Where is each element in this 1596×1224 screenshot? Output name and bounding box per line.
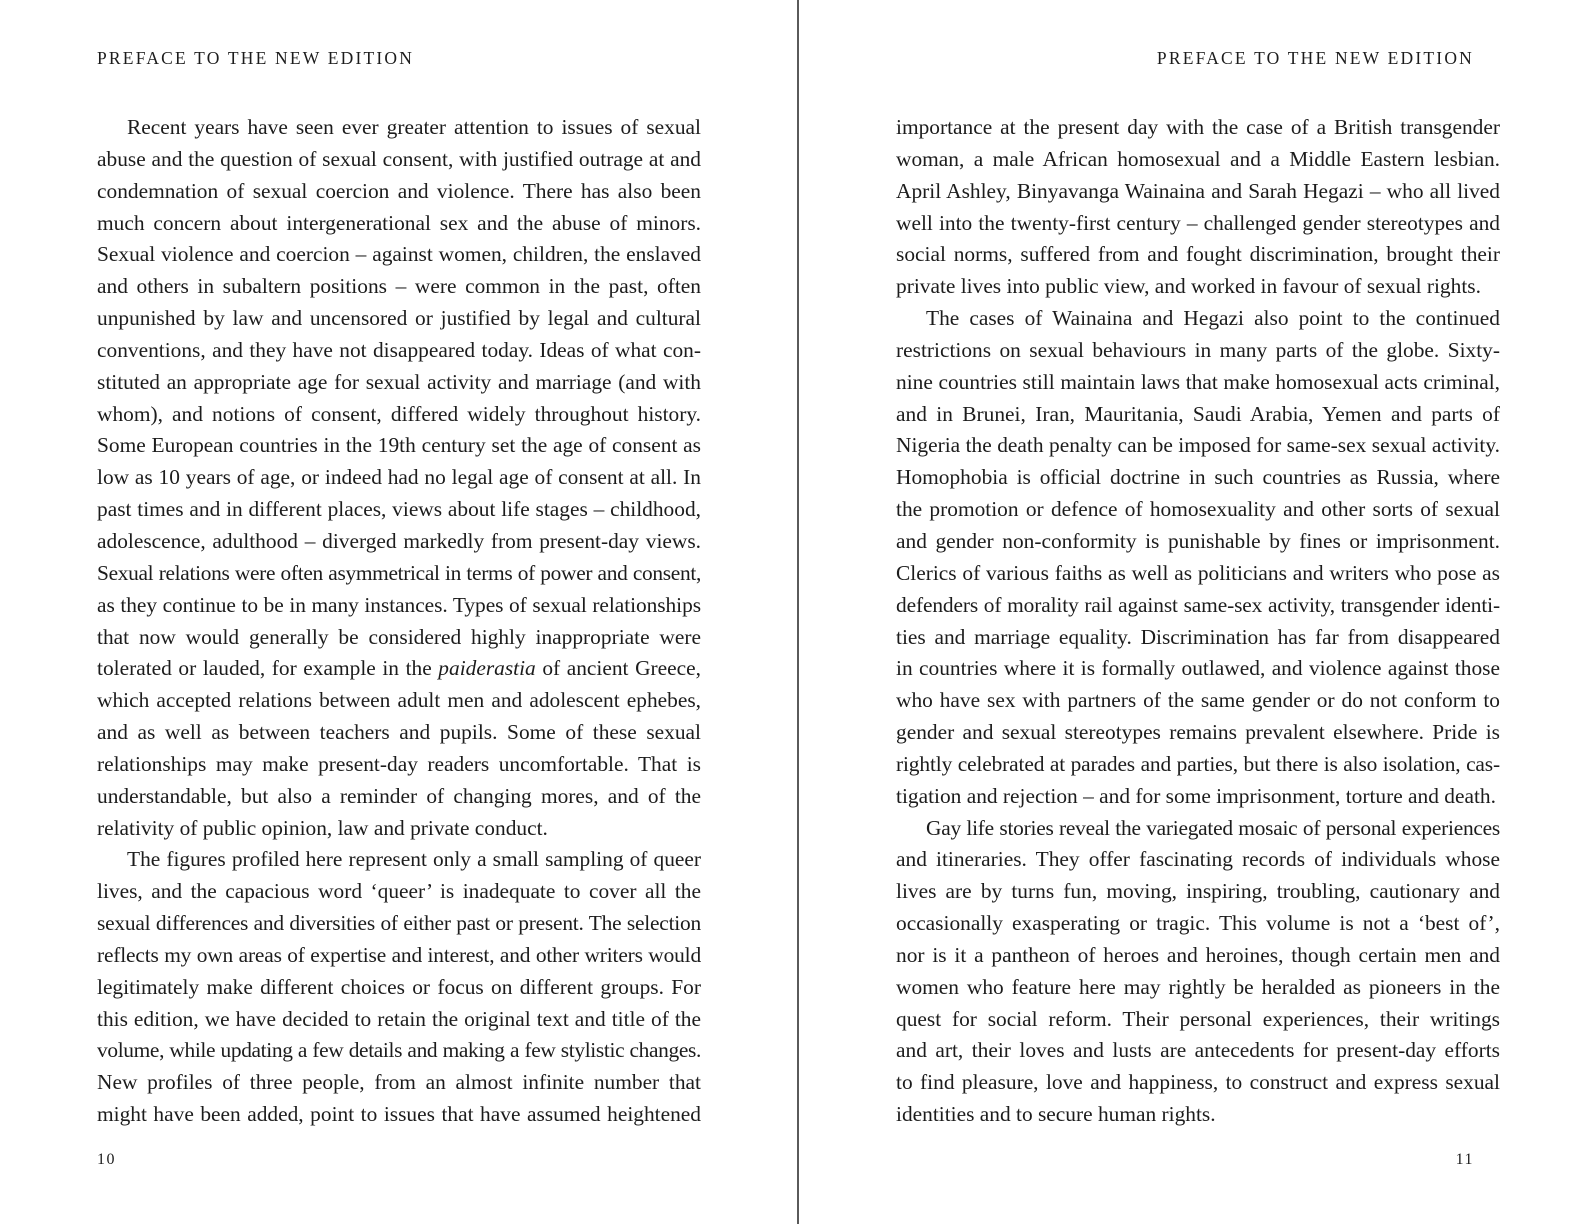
text-line: restrictions on sexual behaviours in many parts of the globe. Sixty- — [896, 337, 1500, 362]
text-line: Sexual violence and coercion – against women, children, the enslaved — [97, 242, 701, 267]
text-line: quest for social reform. Their personal experiences, their writings — [896, 1006, 1500, 1031]
text-line: stituted an appropriate age for sexual activity and marriage (and with — [97, 369, 701, 394]
text-line: sexual differences and diversities of either past or present. The selection — [97, 911, 701, 936]
text-line: and as well as between teachers and pupils. Some of these sexual — [97, 720, 701, 745]
text-line: as they continue to be in many instances. Types of sexual relationships — [97, 592, 701, 617]
text-line: understandable, but also a reminder of changing mores, and of the — [97, 783, 701, 808]
text-line: importance at the present day with the case of a British transgender — [896, 115, 1500, 139]
text-line: who have sex with partners of the same gender or do not conform to — [896, 688, 1500, 713]
text-line: women who feature here may rightly be heralded as pioneers in the — [896, 974, 1500, 999]
text-line: unpunished by law and uncensored or justified by legal and cultural — [97, 306, 701, 331]
italic-term: paiderastia — [438, 656, 536, 681]
text-line: Clerics of various faiths as well as politicians and writers who pose as — [896, 560, 1500, 585]
text-line: identities and to secure human rights. — [896, 1102, 1216, 1127]
text-line: ties and marriage equality. Discrimination has far from disappeared — [896, 624, 1500, 649]
text-line: relationships may make present-day readers uncomfortable. That is — [97, 751, 701, 776]
text-line: adolescence, adulthood – diverged markedly from present-day views. — [97, 528, 701, 553]
text-line: social norms, suffered from and fought discrimination, brought their — [896, 242, 1500, 267]
text-line: rightly celebrated at parades and parties, but there is also isolation, cas- — [896, 751, 1500, 776]
body-text — [896, 112, 1500, 1131]
text-line: Some European countries in the 19th century set the age of consent as — [97, 433, 701, 458]
page-number: 10 — [97, 1151, 116, 1168]
text-line: low as 10 years of age, or indeed had no legal age of consent at all. In — [97, 465, 701, 490]
text-line: and itineraries. They offer fascinating records of individuals whose — [896, 847, 1500, 872]
text-line: Gay life stories reveal the variegated mosaic of personal experiences — [926, 815, 1500, 840]
running-head: PREFACE TO THE NEW EDITION — [97, 48, 415, 68]
text-line: lives are by turns fun, moving, inspiring, troubling, cautionary and — [896, 879, 1500, 904]
text-line: abuse and the question of sexual consent, with justified outrage at and — [97, 146, 701, 171]
text-line: defenders of morality rail against same-sex activity, transgender identi- — [896, 592, 1500, 617]
text-line: New profiles of three people, from an almost infinite number that — [97, 1070, 701, 1095]
text-line: April Ashley, Binyavanga Wainaina and Sarah Hegazi – who all lived — [896, 178, 1500, 203]
text-line: the promotion or defence of homosexuality and other sorts of sexual — [896, 497, 1500, 522]
text-line: legitimately make different choices or focus on different groups. For — [97, 974, 701, 999]
text-line: The figures profiled here represent only a small sampling of queer — [127, 847, 701, 872]
text-line: gender and sexual stereotypes remains prevalent elsewhere. Pride is — [896, 720, 1500, 745]
text-line: occasionally exasperating or tragic. This volume is not a ‘best of’, — [896, 911, 1500, 936]
running-head: PREFACE TO THE NEW EDITION — [1156, 48, 1474, 68]
text-line: woman, a male African homosexual and a Middle Eastern lesbian. — [896, 146, 1500, 171]
text-line: which accepted relations between adult men and adolescent ephebes, — [97, 688, 701, 713]
text-line: relativity of public opinion, law and private conduct. — [97, 815, 548, 840]
text-line: this edition, we have decided to retain the original text and title of the — [97, 1006, 701, 1031]
text-line: much concern about intergenerational sex and the abuse of minors. — [97, 210, 701, 235]
text-line: past times and in different places, views about life stages – childhood, — [97, 497, 701, 522]
text-line: well into the twenty-first century – challenged gender stereotypes and — [896, 210, 1500, 235]
text-line: tigation and rejection – and for some imprisonment, torture and death. — [896, 783, 1496, 808]
right-page — [799, 0, 1596, 1224]
text-line: nine countries still maintain laws that make homosexual acts criminal, — [896, 369, 1500, 394]
text-line: private lives into public view, and worked in favour of sexual rights. — [896, 274, 1481, 299]
text-line: Homophobia is official doctrine in such countries as Russia, where — [896, 465, 1500, 490]
text-line: condemnation of sexual coercion and violence. There has also been — [97, 178, 701, 203]
text-line: and in Brunei, Iran, Mauritania, Saudi Arabia, Yemen and parts of — [896, 401, 1500, 426]
text-segment: tolerated or lauded, for example in the — [97, 656, 439, 681]
page-number: 11 — [1455, 1151, 1474, 1168]
text-line-with-italic — [97, 653, 701, 685]
text-line: reflects my own areas of expertise and interest, and other writers would — [97, 942, 701, 967]
text-line: volume, while updating a few details and making a few stylistic changes. — [97, 1038, 701, 1063]
text-segment: of ancient Greece, — [535, 656, 701, 681]
text-line: to find pleasure, love and happiness, to construct and express sexual — [896, 1070, 1500, 1095]
text-line: and others in subaltern positions – were common in the past, often — [97, 274, 701, 299]
text-line: and art, their loves and lusts are antecedents for present-day efforts — [896, 1038, 1500, 1063]
text-line: The cases of Wainaina and Hegazi also point to the continued — [926, 306, 1500, 331]
text-line: might have been added, point to issues that have assumed heightened — [97, 1102, 701, 1127]
text-line: nor is it a pantheon of heroes and heroines, though certain men and — [896, 942, 1500, 967]
text-line: and gender non-conformity is punishable by fines or imprisonment. — [896, 528, 1500, 553]
text-line: Recent years have seen ever greater attention to issues of sexual — [127, 115, 701, 139]
text-line: Sexual relations were often asymmetrical in terms of power and consent, — [97, 560, 701, 585]
text-line: that now would generally be considered highly inappropriate were — [97, 624, 701, 649]
text-line: Nigeria the death penalty can be imposed for same-sex sexual activity. — [896, 433, 1500, 458]
text-line: whom), and notions of consent, differed widely throughout history. — [97, 401, 701, 426]
text-line: lives, and the capacious word ‘queer’ is inadequate to cover all the — [97, 879, 701, 904]
body-text — [97, 112, 701, 1131]
text-line: in countries where it is formally outlawed, and violence against those — [896, 656, 1500, 681]
text-line: conventions, and they have not disappeared today. Ideas of what con- — [97, 337, 701, 362]
